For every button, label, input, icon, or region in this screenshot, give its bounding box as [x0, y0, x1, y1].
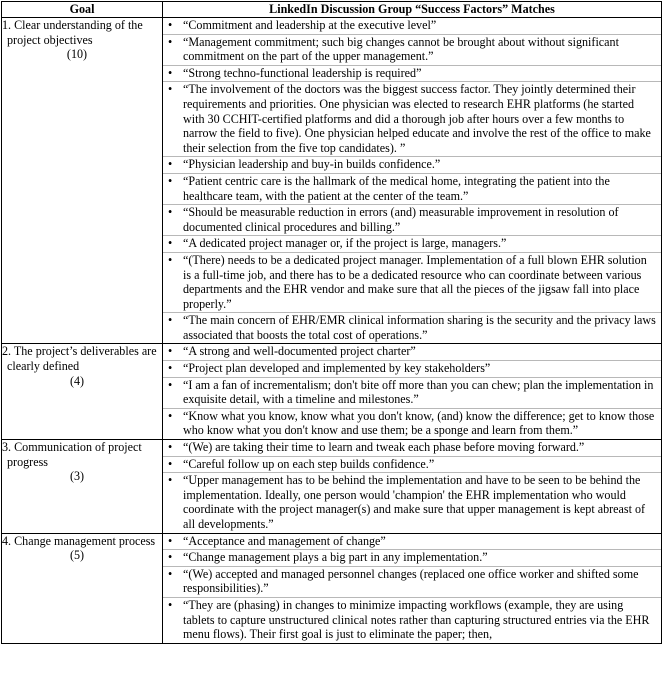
list-item — [163, 18, 661, 35]
bullet-icon: • — [168, 361, 173, 376]
goal-title: 3. Communication of project progress — [2, 440, 142, 469]
table-header-row — [2, 2, 662, 18]
match-quote: “Know what you know, know what you don't know, (and) know the difference; get to know those who know what you don't know and use them; be a sponge and learn from them.” — [183, 408, 655, 438]
goal-column-header: Goal — [2, 2, 163, 18]
list-item — [163, 157, 661, 174]
matches-list — [163, 534, 661, 643]
list-item — [163, 534, 661, 551]
bullet-icon: • — [168, 456, 173, 471]
goal-match-count: (3) — [69, 469, 85, 484]
matches-cell — [163, 344, 662, 440]
bullet-icon: • — [168, 82, 173, 97]
bullet-icon: • — [168, 252, 173, 267]
table-row — [2, 440, 662, 534]
table-body — [2, 18, 662, 644]
matches-column-header: LinkedIn Discussion Group “Success Factors” Matches — [163, 2, 662, 18]
table-row — [2, 18, 662, 344]
matches-cell — [163, 533, 662, 643]
list-item — [163, 66, 661, 83]
match-quote: “Acceptance and management of change” — [183, 533, 386, 548]
bullet-icon: • — [168, 205, 173, 220]
match-quote: “Project plan developed and implemented by key stakeholders” — [183, 361, 491, 376]
matches-cell — [163, 440, 662, 534]
match-quote: “(There) needs to be a dedicated project manager. Implementation of a full blown EHR solution is a full-time job, and there has to be a dedicated resource who can coordinate between various departments and the EHR vendor and make sure that all the pieces of the jigsaw fall into place properly.” — [183, 252, 647, 311]
list-item — [163, 473, 661, 532]
matches-list — [163, 18, 661, 343]
list-item — [163, 457, 661, 474]
match-quote: “(We) accepted and managed personnel changes (replaced one office worker and shifted some responsibilities).” — [183, 566, 639, 596]
list-item — [163, 82, 661, 157]
list-item — [163, 35, 661, 66]
matches-list — [163, 344, 661, 439]
list-item — [163, 205, 661, 236]
bullet-icon: • — [168, 344, 173, 359]
match-quote: “Management commitment; such big changes cannot be brought about without significant commitment on the part of the upper management.” — [183, 34, 619, 64]
bullet-icon: • — [168, 65, 173, 80]
matches-cell — [163, 18, 662, 344]
bullet-icon: • — [168, 34, 173, 49]
goal-cell — [2, 533, 163, 643]
bullet-icon: • — [168, 313, 173, 328]
match-quote: “A dedicated project manager or, if the project is large, managers.” — [183, 236, 507, 251]
document-page — [1, 1, 661, 644]
table-row — [2, 533, 662, 643]
bullet-icon: • — [168, 440, 173, 455]
list-item — [163, 440, 661, 457]
goal-cell — [2, 18, 163, 344]
list-item — [163, 567, 661, 598]
matches-list — [163, 440, 661, 533]
list-item — [163, 409, 661, 439]
match-quote: “Upper management has to be behind the implementation and have to be seen to be behind the implementation. Ideally, one person would 'champion' the EHR implementation who would coordinate with the project manager(s) and make sure that upper management is kept abreast of all developments.” — [183, 473, 646, 531]
match-quote: “A strong and well-documented project charter” — [183, 344, 416, 359]
list-item — [163, 236, 661, 253]
match-quote: “Careful follow up on each step builds confidence.” — [183, 456, 435, 471]
bullet-icon: • — [168, 173, 173, 188]
list-item — [163, 313, 661, 343]
match-quote: “Change management plays a big part in any implementation.” — [183, 550, 488, 565]
match-quote: “Strong techno-functional leadership is required” — [183, 65, 422, 80]
goal-cell — [2, 440, 163, 534]
table-row — [2, 344, 662, 440]
bullet-icon: • — [168, 377, 173, 392]
bullet-icon: • — [168, 473, 173, 488]
match-quote: “Should be measurable reduction in errors (and) measurable improvement in resolution of documented clinical procedures and billing.” — [183, 205, 619, 234]
goal-title: 1. Clear understanding of the project objectives — [2, 18, 143, 47]
success-factors-table — [1, 1, 662, 644]
bullet-icon: • — [168, 18, 173, 32]
match-quote: “Commitment and leadership at the executive level” — [183, 18, 437, 32]
list-item — [163, 378, 661, 409]
list-item — [163, 598, 661, 643]
goal-title: 4. Change management process — [2, 533, 156, 548]
list-item — [163, 253, 661, 313]
match-quote: “(We) are taking their time to learn and tweak each phase before moving forward.” — [183, 440, 585, 455]
match-quote: “The involvement of the doctors was the biggest success factor. They jointly determined their requirements and priorities. One physician was elected to research EHR platforms (he started with 30 CCHIT-certified platforms and did a thorough job after hours over a few months to narrow the field to five). One physician helped educate and involve the rest of the office to make their selection from the five top candidates). ” — [183, 82, 651, 155]
bullet-icon: • — [168, 550, 173, 565]
list-item — [163, 550, 661, 567]
list-item — [163, 174, 661, 205]
goal-match-count: (5) — [69, 548, 85, 563]
goal-match-count: (4) — [69, 373, 85, 388]
bullet-icon: • — [168, 157, 173, 172]
bullet-icon: • — [168, 597, 173, 612]
list-item — [163, 361, 661, 378]
match-quote: “Patient centric care is the hallmark of the medical home, integrating the patient into the healthcare team, with the patient at the center of the team.” — [183, 173, 610, 203]
bullet-icon: • — [168, 566, 173, 581]
match-quote: “Physician leadership and buy-in builds confidence.” — [183, 157, 441, 172]
goal-match-count: (10) — [66, 47, 88, 62]
bullet-icon: • — [168, 533, 173, 548]
bullet-icon: • — [168, 236, 173, 251]
list-item — [163, 344, 661, 361]
match-quote: “I am a fan of incrementalism; don't bite off more than you can chew; plan the implementation in exquisite detail, with a timeline and milestones.” — [183, 377, 654, 407]
goal-cell — [2, 344, 163, 440]
goal-title: 2. The project’s deliverables are clearly defined — [2, 344, 157, 374]
bullet-icon: • — [168, 408, 173, 423]
match-quote: “The main concern of EHR/EMR clinical information sharing is the security and the privacy laws associated that boosts the total cost of operations.” — [183, 313, 656, 342]
match-quote: “They are (phasing) in changes to minimize impacting workflows (example, they are using tablets to capture unstructured clinical notes rather than capturing structured entries via the EHR menu flows). Their first goal is just to eliminate the paper; then, — [183, 597, 650, 642]
